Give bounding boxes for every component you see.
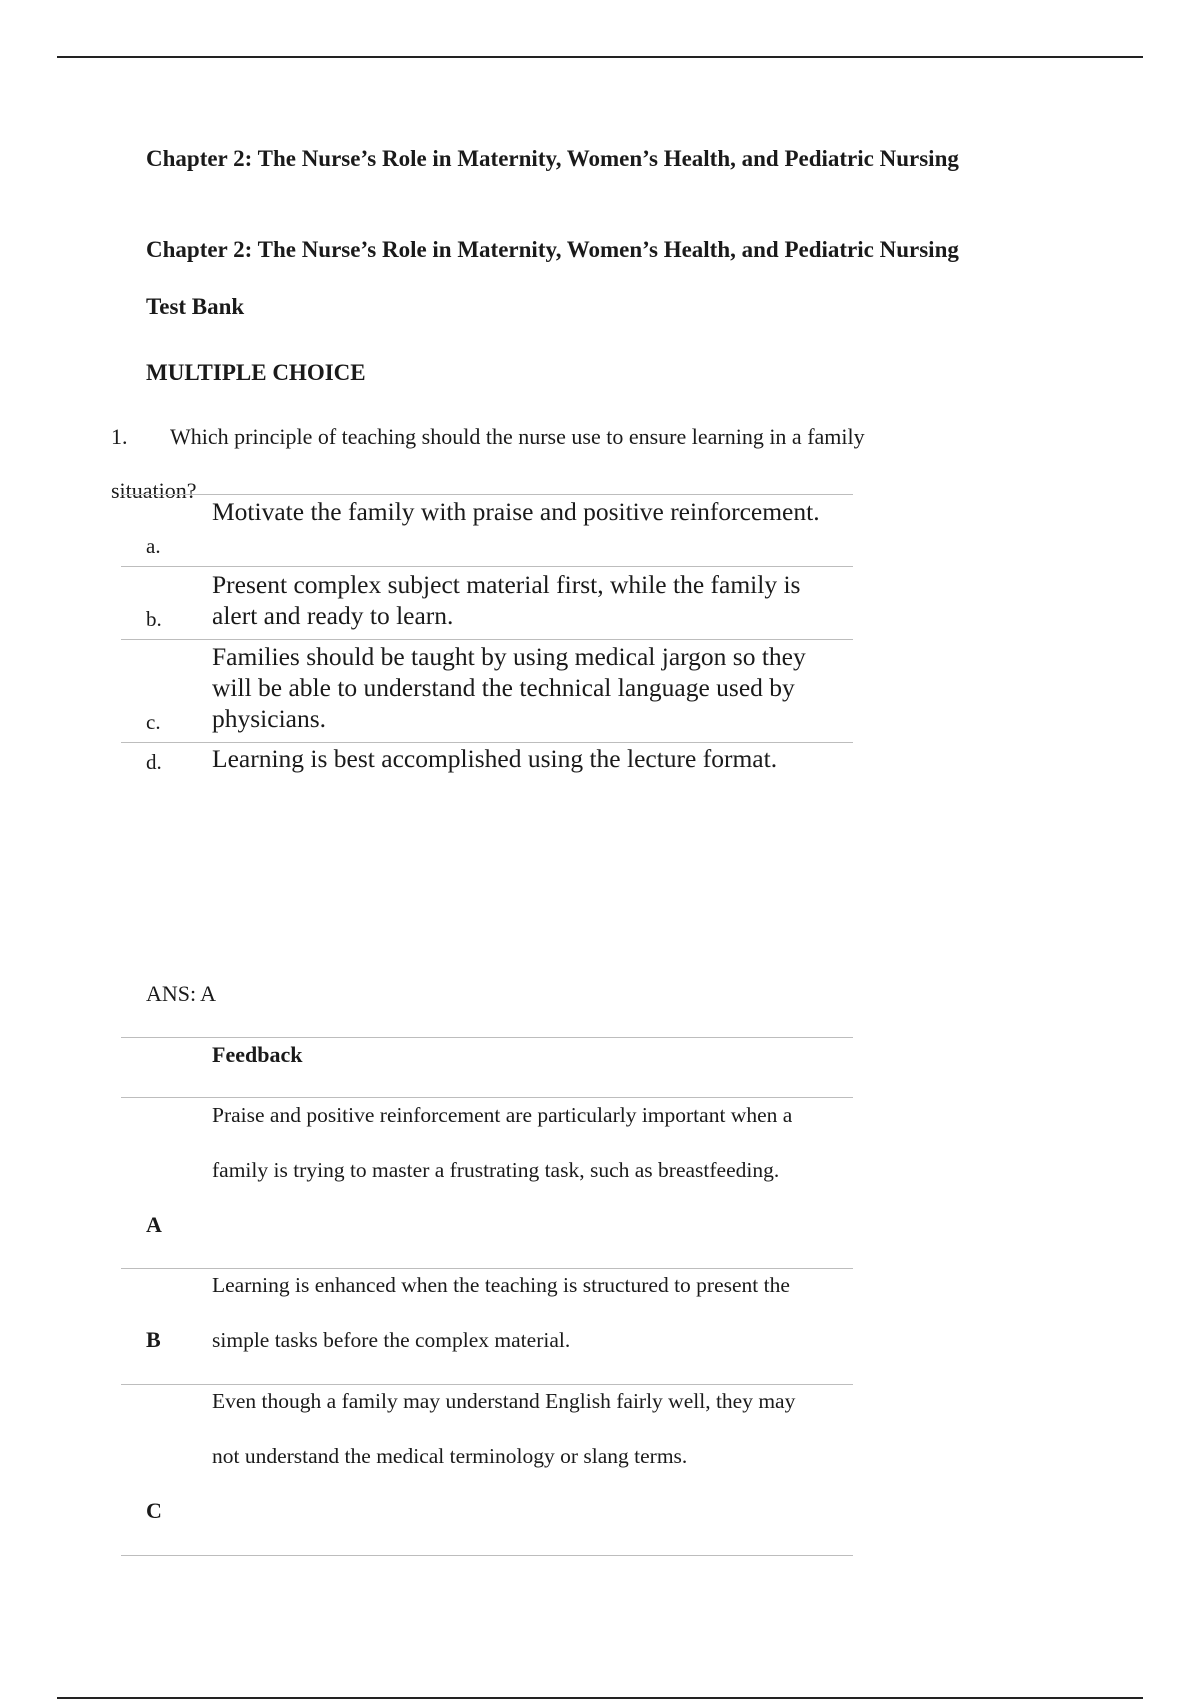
feedback-letter: C — [146, 1498, 162, 1523]
option-text: Learning is best accomplished using the lecture format. — [212, 744, 778, 773]
option-letter: c. — [146, 710, 161, 734]
question-text: Which principle of teaching should the nurse use to ensure learning in a family — [170, 424, 865, 449]
option-letter: d. — [146, 750, 162, 774]
feedback-divider — [121, 1555, 853, 1556]
section-heading: MULTIPLE CHOICE — [146, 360, 366, 385]
option-letter: b. — [146, 607, 162, 631]
options-divider — [121, 494, 853, 495]
subtitle: Test Bank — [146, 294, 245, 319]
feedback-letter: B — [146, 1327, 161, 1352]
chapter-title: Chapter 2: The Nurse’s Role in Maternity, Women’s Health, and Pediatric Nursing — [146, 146, 959, 171]
option-text: Present complex subject material first, while the family is alert and ready to learn. — [212, 570, 801, 630]
chapter-title-repeat: Chapter 2: The Nurse’s Role in Maternity, Women’s Health, and Pediatric Nursing — [146, 237, 959, 262]
feedback-text: Learning is enhanced when the teaching is structured to present the simple tasks before the complex material. — [212, 1273, 790, 1352]
feedback-text: Praise and positive reinforcement are particularly important when a family is trying to master a frustrating task, such as breastfeeding. — [212, 1103, 793, 1182]
option-letter: a. — [146, 534, 161, 558]
options-divider — [121, 639, 853, 640]
feedback-divider — [121, 1037, 853, 1038]
question-text-continued: situation? — [111, 478, 197, 503]
options-divider — [121, 566, 853, 567]
option-text: Motivate the family with praise and positive reinforcement. — [212, 497, 820, 526]
answer-line — [146, 981, 216, 1007]
feedback-header: Feedback — [212, 1042, 303, 1067]
option-text: Families should be taught by using medical jargon so they will be able to understand the technical language used by physicians. — [212, 642, 806, 733]
feedback-text: Even though a family may understand English fairly well, they may not understand the medical terminology or slang terms. — [212, 1389, 796, 1468]
answer-label: ANS: — [146, 981, 197, 1006]
top-rule — [57, 56, 1143, 58]
answer-value: A — [200, 981, 217, 1006]
feedback-letter: A — [146, 1212, 162, 1237]
question-number: 1. — [111, 424, 128, 449]
bottom-rule — [57, 1697, 1143, 1699]
